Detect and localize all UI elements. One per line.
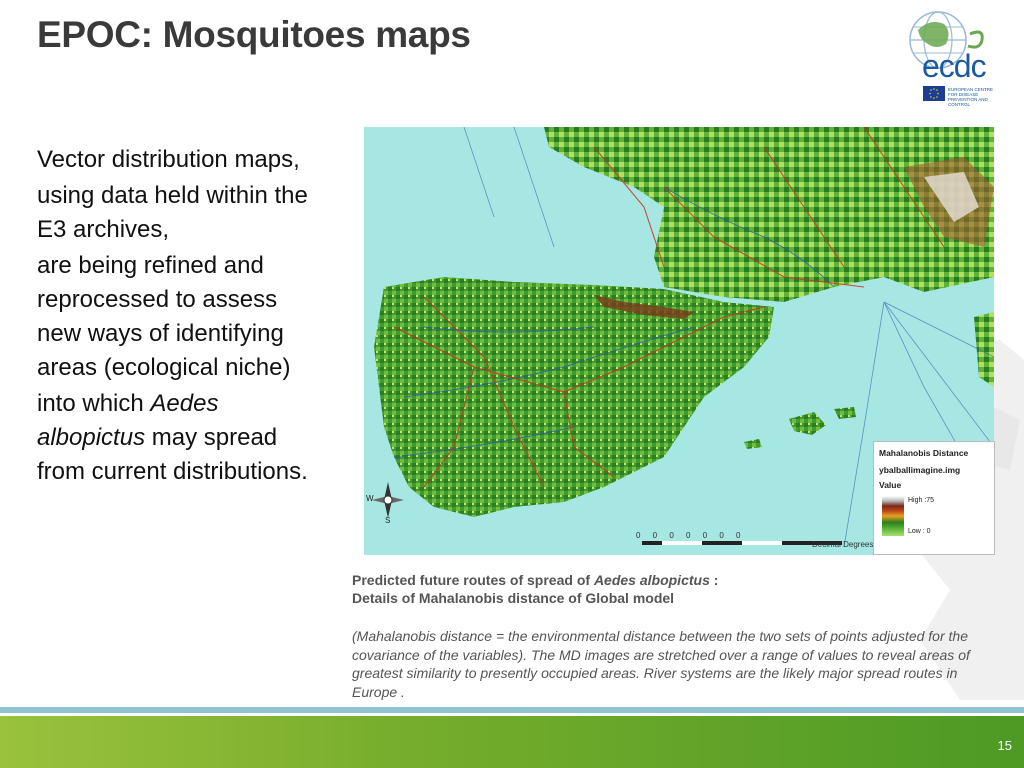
caption-line-2: Details of Mahalanobis distance of Global model	[352, 590, 675, 606]
species-name: Aedes albopictus	[37, 390, 219, 451]
caption-note: (Mahalanobis distance = the environmental distance between the two sets of points adjusted for the covariance of the variables). The MD images are stretched over a range of values to reveal areas of greatest similarity to presently occupied areas. River systems are the likely major spread routes in Europe .	[352, 628, 970, 700]
legend-value-label: Value	[879, 480, 902, 490]
body-paragraph-4	[37, 387, 327, 489]
slide-title: EPOC: Mosquitoes maps	[37, 14, 471, 55]
caption-line-1-prefix: Predicted future routes of spread of	[352, 572, 594, 588]
page-number: 15	[997, 738, 1012, 753]
body-paragraph-1: Vector distribution maps,	[37, 146, 300, 173]
caption-line-1-suffix: :	[709, 572, 719, 588]
legend-low-label: Low : 0	[908, 528, 931, 535]
caption-species-name: Aedes albopictus	[593, 572, 710, 588]
footer-band	[0, 716, 1024, 768]
scale-bar-labels: 0 0 0 0 0 0 0	[636, 531, 741, 540]
scale-bar-unit: Decimal Degrees	[812, 540, 874, 549]
body-paragraph-2: using data held within the E3 archives,	[37, 182, 308, 243]
body-paragraph-4-suffix: may spread from current distributions.	[37, 424, 308, 485]
compass-west-label: W	[366, 494, 374, 503]
logo-caption: EUROPEAN CENTRE FOR DISEASE PREVENTION AND CONTROL	[948, 87, 994, 107]
legend-color-ramp	[882, 496, 904, 536]
caption-line-1	[352, 571, 972, 589]
legend-high-label: High :75	[908, 497, 935, 504]
eu-flag-icon	[923, 86, 945, 101]
legend-file-name: ybalballimagine.img	[879, 465, 961, 475]
legend-title: Mahalanobis Distance	[879, 448, 969, 458]
body-paragraph-3: are being refined and reprocessed to assess new ways of identifying areas (ecological niche)	[37, 252, 291, 381]
logo-wordmark: ecdc	[922, 48, 986, 84]
figure-caption	[352, 571, 972, 701]
ecdc-logo	[900, 10, 1000, 107]
body-text	[37, 143, 327, 491]
compass-rose-icon	[368, 478, 408, 524]
body-paragraph-4-prefix: into which	[37, 390, 151, 417]
compass-south-label: S	[385, 516, 391, 525]
map-legend	[873, 441, 995, 555]
